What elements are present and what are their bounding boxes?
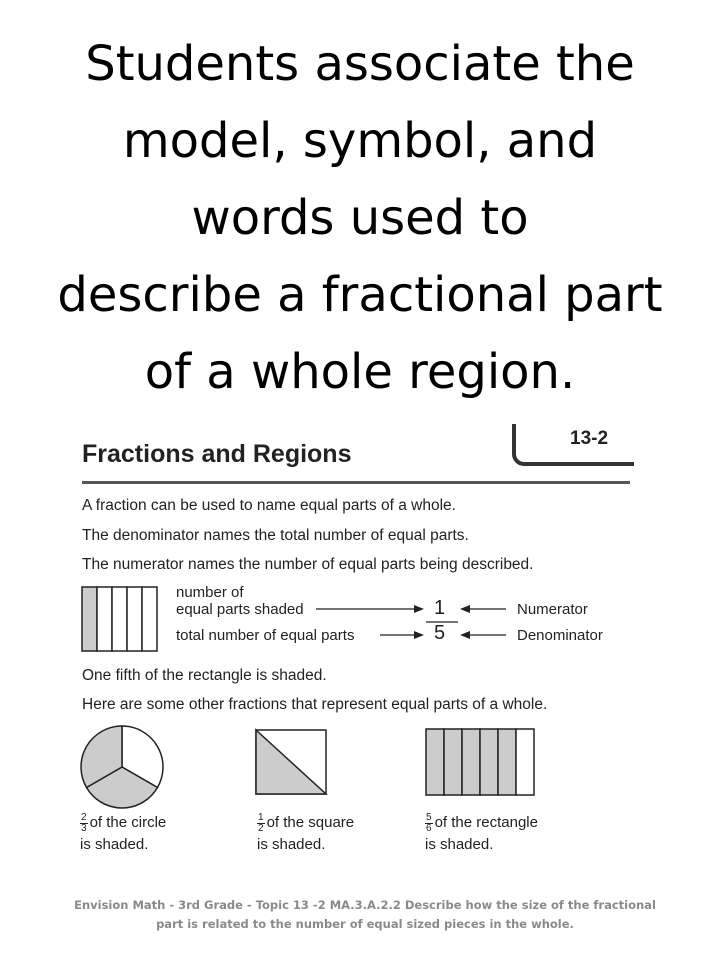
caption-rectangle [425, 812, 538, 856]
definition-fraction: A fraction can be used to name equal parts of a whole. [82, 497, 456, 514]
fraction-five-sixths: $\frac{5}{6}$ [426, 811, 432, 834]
label-total-parts: total number of equal parts [176, 627, 355, 644]
headline [0, 26, 720, 411]
caption-text: of the square [266, 814, 355, 831]
circle-thirds-figure [78, 724, 168, 810]
shaded-part [462, 729, 480, 795]
lesson-number: 13-2 [570, 428, 609, 449]
caption-text: of the circle [89, 814, 167, 831]
caption-circle [80, 812, 166, 856]
intro-other-fractions: Here are some other fractions that represent equal parts of a whole. [82, 696, 548, 713]
fraction-arrows [310, 596, 520, 646]
headline-line: describe a fractional part [57, 267, 663, 323]
footer-line: part is related to the number of equal sized pieces in the whole. [156, 917, 574, 931]
lesson-title: Fractions and Regions [82, 440, 352, 468]
arrow-right-icon [414, 605, 424, 613]
lesson-number-tab [512, 424, 634, 466]
caption-text: is shaded. [425, 836, 494, 853]
caption-text: of the rectangle [434, 814, 538, 831]
sixths-rectangle-figure [424, 727, 540, 799]
unshaded-part [97, 587, 112, 651]
fraction-two-thirds: $\frac{2}{3}$ [81, 811, 87, 834]
label-number-of: number of [176, 584, 244, 601]
shaded-part [498, 729, 516, 795]
label-equal-parts-shaded: equal parts shaded [176, 601, 304, 618]
footer-standard [40, 896, 690, 934]
shaded-part [426, 729, 444, 795]
title-rule [82, 481, 630, 484]
fraction-denominator: 5 [434, 622, 446, 644]
headline-line: of a whole region. [144, 344, 576, 400]
fifths-rectangle-figure [80, 585, 160, 655]
shaded-part [480, 729, 498, 795]
shaded-part [444, 729, 462, 795]
label-numerator: Numerator [517, 601, 588, 618]
arrow-left-icon [460, 631, 470, 639]
unshaded-part [112, 587, 127, 651]
caption-text: is shaded. [257, 836, 326, 853]
fraction-one-half: $\frac{1}{2}$ [258, 811, 264, 834]
unshaded-part [127, 587, 142, 651]
headline-line: Students associate the [85, 36, 635, 92]
arrow-left-icon [460, 605, 470, 613]
headline-line: model, symbol, and [122, 113, 598, 169]
statement-one-fifth: One fifth of the rectangle is shaded. [82, 667, 327, 684]
caption-square [257, 812, 354, 856]
unshaded-part [142, 587, 157, 651]
arrow-right-icon [414, 631, 424, 639]
definition-denominator: The denominator names the total number of equal parts. [82, 527, 469, 544]
headline-line: words used to [191, 190, 529, 246]
shaded-part [82, 587, 97, 651]
label-denominator: Denominator [517, 627, 603, 644]
unshaded-part [516, 729, 534, 795]
square-halves-figure [254, 728, 332, 798]
footer-line: Envision Math - 3rd Grade - Topic 13 -2 MA.3.A.2.2 Describe how the size of the fractional [74, 898, 656, 912]
definition-numerator: The numerator names the number of equal parts being described. [82, 556, 534, 573]
fraction-numerator: 1 [434, 597, 446, 619]
caption-text: is shaded. [80, 836, 149, 853]
